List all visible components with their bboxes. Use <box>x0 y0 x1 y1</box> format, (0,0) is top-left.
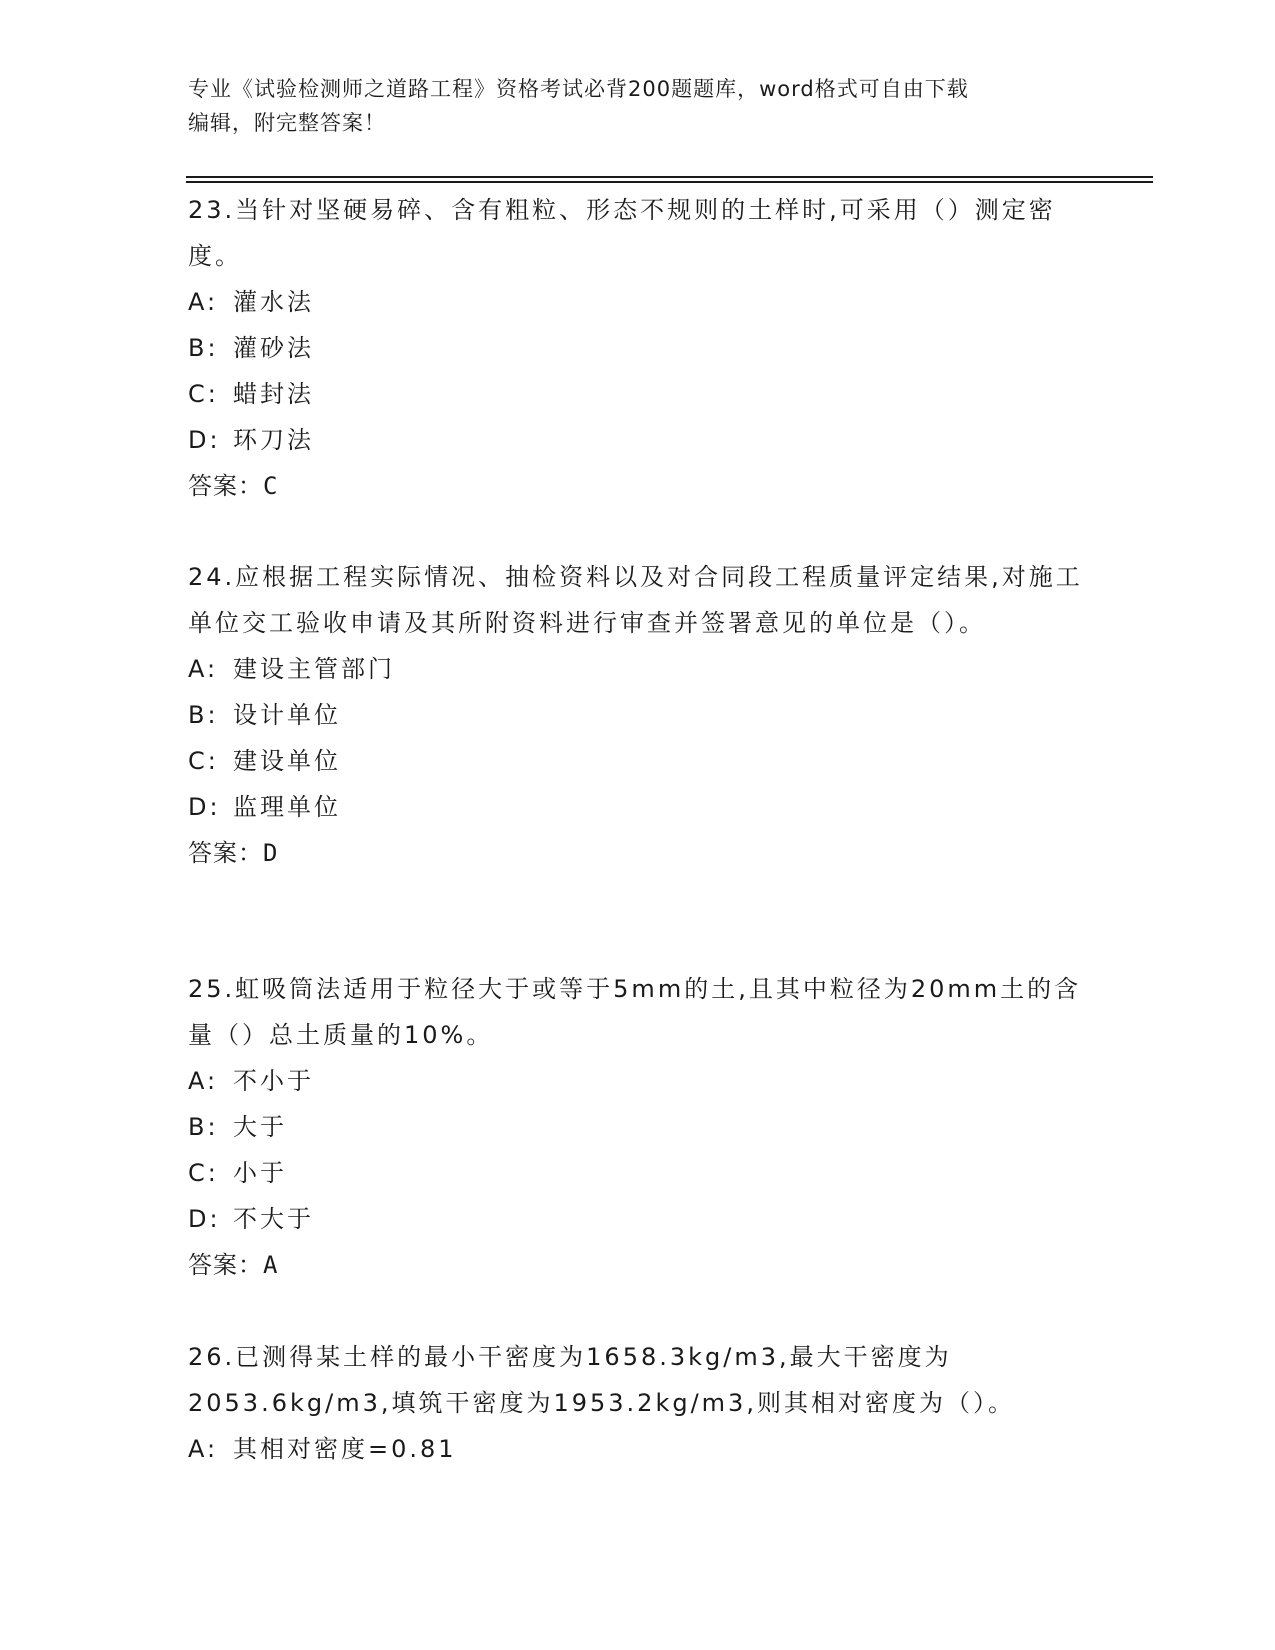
answer-line <box>188 1242 1088 1288</box>
option-letter: D: <box>188 793 221 821</box>
option-text: 监理单位 <box>233 793 341 821</box>
option-d <box>188 1196 1088 1242</box>
option-text: 蜡封法 <box>233 380 314 408</box>
option-text: 建设单位 <box>233 747 341 775</box>
option-d <box>188 417 1088 463</box>
option-letter: A: <box>188 1435 219 1463</box>
question-26 <box>188 1334 1088 1472</box>
header-divider-top <box>186 176 1153 178</box>
option-text: 灌砂法 <box>233 334 314 362</box>
option-letter: D: <box>188 426 221 454</box>
option-d <box>188 784 1088 830</box>
option-text: 小于 <box>233 1159 287 1187</box>
option-letter: B: <box>188 701 219 729</box>
option-c <box>188 371 1088 417</box>
option-text: 大于 <box>233 1113 287 1141</box>
option-list <box>188 1058 1088 1242</box>
option-a <box>188 646 1088 692</box>
option-text: 建设主管部门 <box>233 655 395 683</box>
option-text: 不大于 <box>233 1205 314 1233</box>
option-letter: B: <box>188 1113 219 1141</box>
question-stem: 26.已测得某土样的最小干密度为1658.3kg/m3,最大干密度为2053.6kg/m3,填筑干密度为1953.2kg/m3,则其相对密度为（）。 <box>188 1343 1015 1417</box>
option-a <box>188 1058 1088 1104</box>
option-text: 不小于 <box>233 1067 314 1095</box>
answer-line <box>188 463 1088 509</box>
header-line-1: 专业《试验检测师之道路工程》资格考试必背200题题库，word格式可自由下载 <box>188 77 969 101</box>
option-letter: A: <box>188 288 219 316</box>
answer-value: C <box>263 472 279 500</box>
answer-value: A <box>263 1251 279 1279</box>
question-23 <box>188 187 1088 509</box>
option-letter: D: <box>188 1205 221 1233</box>
question-stem: 25.虹吸筒法适用于粒径大于或等于5mm的土,且其中粒径为20mm土的含量（）总土质量的10%。 <box>188 975 1082 1049</box>
option-b <box>188 692 1088 738</box>
option-text: 灌水法 <box>233 288 314 316</box>
option-letter: C: <box>188 380 219 408</box>
option-a <box>188 1426 1088 1472</box>
question-24 <box>188 554 1088 876</box>
header-divider-bottom <box>186 181 1153 183</box>
question-25 <box>188 966 1088 1288</box>
answer-line <box>188 830 1088 876</box>
option-c <box>188 738 1088 784</box>
option-text: 环刀法 <box>233 426 314 454</box>
option-list <box>188 646 1088 830</box>
answer-label: 答案： <box>188 472 263 500</box>
option-letter: C: <box>188 1159 219 1187</box>
option-text: 设计单位 <box>233 701 341 729</box>
option-letter: A: <box>188 655 219 683</box>
answer-label: 答案： <box>188 839 263 867</box>
option-a <box>188 279 1088 325</box>
option-text: 其相对密度=0.81 <box>233 1435 457 1463</box>
option-b <box>188 325 1088 371</box>
question-stem: 23.当针对坚硬易碎、含有粗粒、形态不规则的土样时,可采用（）测定密度。 <box>188 196 1056 270</box>
option-list <box>188 1426 1088 1472</box>
option-list <box>188 279 1088 463</box>
question-stem: 24.应根据工程实际情况、抽检资料以及对合同段工程质量评定结果,对施工单位交工验收申请及其所附资料进行审查并签署意见的单位是（）。 <box>188 563 1083 637</box>
answer-label: 答案： <box>188 1251 263 1279</box>
option-c <box>188 1150 1088 1196</box>
option-letter: A: <box>188 1067 219 1095</box>
option-b <box>188 1104 1088 1150</box>
answer-value: D <box>263 839 279 867</box>
option-letter: B: <box>188 334 219 362</box>
option-letter: C: <box>188 747 219 775</box>
document-header <box>188 72 1088 140</box>
header-line-2: 编辑，附完整答案！ <box>188 111 386 135</box>
